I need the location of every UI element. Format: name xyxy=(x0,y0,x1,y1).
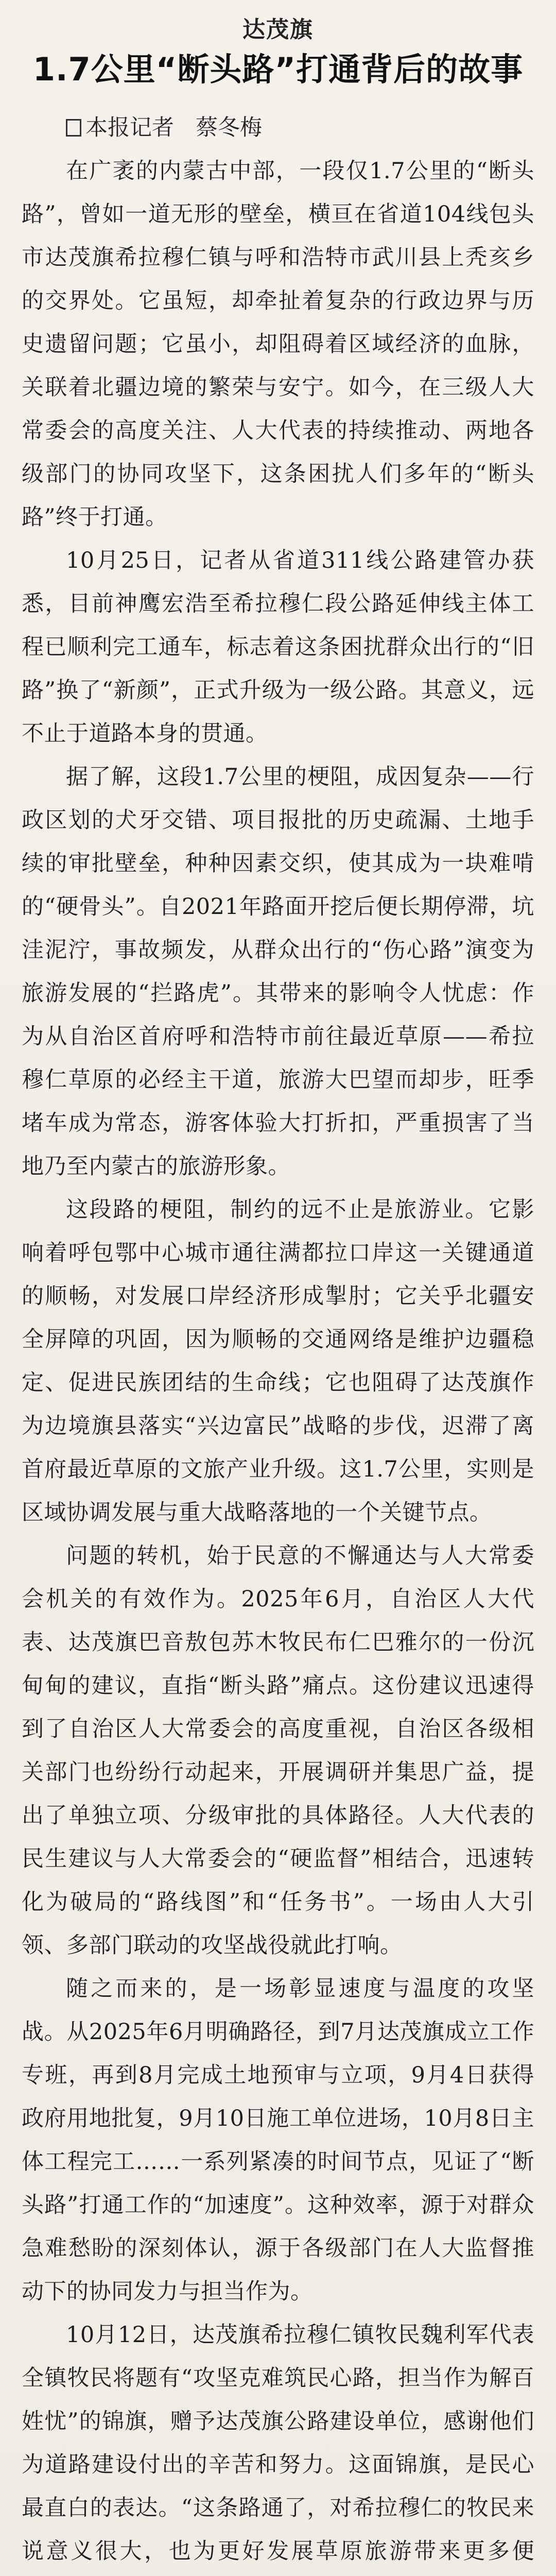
article-paragraph: 这段路的梗阻，制约的远不止是旅游业。它影响着呼包鄂中心城市通往满都拉口岸这一关键通道的顺畅，对发展口岸经济形成掣肘；它关乎北疆安全屏障的巩固，因为顺畅的交通网络是维护边疆稳定、促进民族团结的生命线；它也阻碍了达茂旗作为边境旗县落实“兴边富民”战略的步伐，迟滞了离首府最近草原的文旅产业升级。这1.7公里，实则是区域协调发展与重大战略落地的一个关键节点。 xyxy=(22,1197,534,1526)
article-title: 1.7公里“断头路”打通背后的故事 xyxy=(32,50,524,88)
byline xyxy=(22,106,534,149)
article-paragraph: 10月25日，记者从省道311线公路建管办获悉，目前神鹰宏浩至希拉穆仁段公路延伸线主体工程已顺利完工通车，标志着这条困扰群众出行的“旧路”换了“新颜”，正式升级为一级公路。其意义，远不止于道路本身的贯通。 xyxy=(22,548,534,747)
byline-reporter-label: 本报记者 xyxy=(85,115,174,141)
article-paragraph: 在广袤的内蒙古中部，一段仅1.7公里的“断头路”，曾如一道无形的壁垒，横亘在省道104线包头市达茂旗希拉穆仁镇与呼和浩特市武川县上秃亥乡的交界处。它虽短，却牵扯着复杂的行政边界与历史遗留问题；它虽小，却阻碍着区域经济的血脉，关联着北疆边境的繁荣与安宁。如今，在三级人大常委会的高度关注、人大代表的持续推动、两地各级部门的协同攻坚下，这条困扰人们多年的“断头路”终于打通。 xyxy=(22,158,534,530)
article-paragraph: 随之而来的，是一场彰显速度与温度的攻坚战。从2025年6月明确路径，到7月达茂旗成立工作专班，再到8月完成土地预审与立项，9月4日获得政府用地批复，9月10日施工单位进场，10月8日主体工程完工……一系列紧凑的时间节点，见证了“断头路”打通工作的“加速度”。这种效率，源于对群众急难愁盼的深刻体认，源于各级部门在人大监督推动下的协同发力与担当作为。 xyxy=(22,1976,534,2304)
byline-author: 蔡冬梅 xyxy=(196,115,262,141)
article-kicker: 达茂旗 xyxy=(242,16,314,43)
article-paragraph: 问题的转机，始于民意的不懈通达与人大常委会机关的有效作为。2025年6月，自治区人大代表、达茂旗巴音敖包苏木牧民布仁巴雅尔的一份沉甸甸的建议，直指“断头路”痛点。这份建议迅速得到了自治区人大常委会的高度重视，自治区各级相关部门也纷纷行动起来，开展调研并集思广益，提出了单独立项、分级审批的具体路径。人大代表的民生建议与人大常委会的“硬监督”相结合，迅速转化为破局的“路线图”和“任务书”。一场由人大引领、多部门联动的攻坚战役就此打响。 xyxy=(22,1543,534,1958)
article-body xyxy=(22,149,534,2576)
byline-square-icon xyxy=(66,119,81,137)
article-paragraph: 据了解，这段1.7公里的梗阻，成因复杂——行政区划的犬牙交错、项目报批的历史疏漏、土地手续的审批壁垒，种种因素交织，使其成为一块难啃的“硬骨头”。自2021年路面开挖后便长期停滞，坑洼泥泞，事故频发，从群众出行的“伤心路”演变为旅游发展的“拦路虎”。其带来的影响令人忧虑：作为从自治区首府呼和浩特市前往最近草原——希拉穆仁草原的必经主干道，旅游大巴望而却步，旺季堵车成为常态，游客体验大打折扣，严重损害了当地乃至内蒙古的旅游形象。 xyxy=(22,764,534,1179)
article-paragraph: 10月12日，达茂旗希拉穆仁镇牧民魏利军代表全镇牧民将题有“攻坚克难筑民心路，担当作为解百姓忧”的锦旗，赠予达茂旗公路建设单位，感谢他们为道路建设付出的辛苦和努力。这面锦旗，是民心最直白的表达。“这条路通了，对希拉穆仁的牧民来说意义很大，也为更好发展草原旅游带来更多便 xyxy=(22,2322,534,2564)
